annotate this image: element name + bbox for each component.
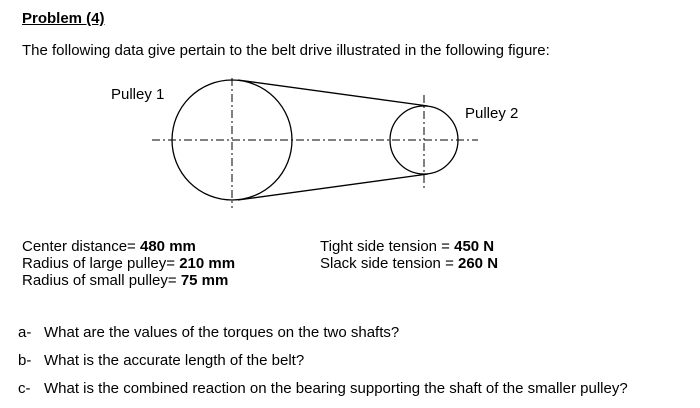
question-text: What is the combined reaction on the bearing supporting the shaft of the smaller pulley? [44,380,628,397]
question-letter: c- [18,380,31,397]
problem-title: Problem (4) [22,10,105,27]
question-c [18,380,628,397]
data-label: Radius of large pulley= [22,255,180,272]
belt-bottom-span [238,174,428,200]
data-value: 75 mm [180,272,229,289]
large-radius-line [22,255,235,272]
data-label: Slack side tension = [320,255,458,272]
data-left-block [22,238,235,289]
data-value: 480 mm [140,238,196,255]
question-text: What are the values of the torques on the two shafts? [44,324,400,341]
question-letter: a- [18,324,32,341]
slack-tension-line [320,255,498,272]
data-value: 260 N [458,255,499,272]
question-a [18,324,399,341]
data-right-block [320,238,498,272]
problem-intro: The following data give pertain to the belt drive illustrated in the following figure: [22,42,550,59]
data-value: 450 N [454,238,495,255]
data-label: Radius of small pulley= [22,272,181,289]
data-label: Center distance= [22,238,140,255]
question-b [18,352,304,369]
tight-tension-line [320,238,498,255]
center-distance-line [22,238,235,255]
small-radius-line [22,272,235,289]
pulley-1-label: Pulley 1 [111,86,165,103]
question-text: What is the accurate length of the belt? [44,352,305,369]
data-label: Tight side tension = [320,238,455,255]
belt-top-span [238,80,428,106]
data-value: 210 mm [179,255,236,272]
question-letter: b- [18,352,32,369]
pulley-2-label: Pulley 2 [465,105,519,122]
